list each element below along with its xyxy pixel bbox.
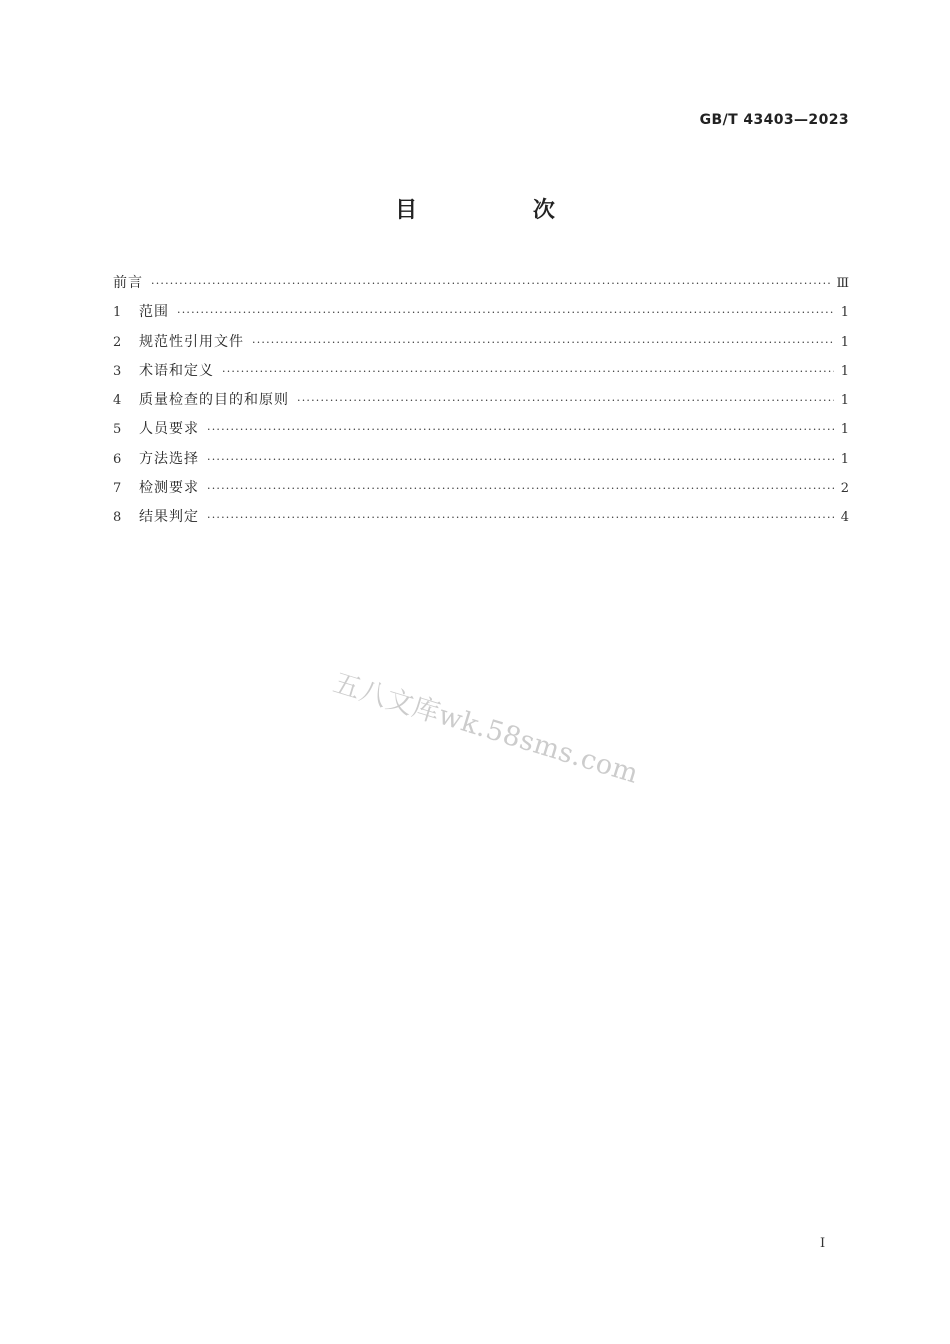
toc-entry-number: 3 (113, 363, 122, 379)
toc-entry-page: 1 (840, 305, 849, 321)
toc-entry-label: 检测要求 (139, 480, 199, 497)
toc-entry-normative-references[interactable] (113, 331, 849, 360)
toc-entry-number: 6 (113, 451, 122, 467)
toc-entry-terms-definitions[interactable] (113, 360, 849, 389)
toc-entry-number: 5 (113, 422, 122, 438)
toc-entry-label: 人员要求 (139, 421, 199, 438)
toc-entry-label: 方法选择 (139, 450, 199, 467)
toc-title: 目 次 (395, 198, 609, 223)
page-number: I (820, 1236, 826, 1251)
toc-entry-page: 1 (840, 451, 849, 467)
toc-entry-page: 1 (840, 334, 849, 350)
toc-leader-dots (177, 302, 834, 324)
toc-entry-foreword[interactable] (113, 272, 849, 301)
toc-entry-label: 术语和定义 (139, 362, 214, 379)
toc-leader-dots (222, 361, 834, 383)
toc-leader-dots (252, 332, 834, 354)
toc-entry-page: 1 (840, 363, 849, 379)
toc-entry-page: 1 (840, 393, 849, 409)
toc-entry-personnel[interactable] (113, 418, 849, 447)
toc-entry-number: 8 (113, 510, 122, 526)
toc-leader-dots (207, 478, 834, 500)
toc-entry-testing-requirements[interactable] (113, 477, 849, 506)
toc-entry-number: 2 (113, 334, 122, 350)
watermark: 五八文库wk.58sms.com (329, 667, 643, 790)
table-of-contents (113, 272, 849, 536)
toc-entry-result-judgement[interactable] (113, 506, 849, 535)
toc-entry-page: 1 (840, 422, 849, 438)
toc-entry-page: 2 (840, 481, 849, 497)
toc-entry-number: 1 (113, 305, 122, 321)
toc-entry-purpose-principles[interactable] (113, 389, 849, 418)
toc-entry-label: 范围 (139, 304, 169, 321)
toc-leader-dots (207, 507, 834, 529)
toc-leader-dots (151, 273, 830, 295)
toc-leader-dots (207, 419, 834, 441)
toc-entry-number: 7 (113, 481, 122, 497)
toc-entry-label: 规范性引用文件 (139, 333, 244, 350)
toc-entry-label: 前言 (113, 275, 143, 291)
toc-entry-page: Ⅲ (836, 276, 849, 291)
toc-entry-method-selection[interactable] (113, 448, 849, 477)
toc-leader-dots (297, 390, 834, 412)
toc-entry-scope[interactable] (113, 301, 849, 330)
toc-entry-number: 4 (113, 393, 122, 409)
toc-leader-dots (207, 449, 834, 471)
toc-entry-label: 结果判定 (139, 509, 199, 526)
standard-code: GB/T 43403—2023 (699, 112, 849, 128)
toc-entry-page: 4 (840, 510, 849, 526)
toc-entry-label: 质量检查的目的和原则 (139, 392, 289, 409)
